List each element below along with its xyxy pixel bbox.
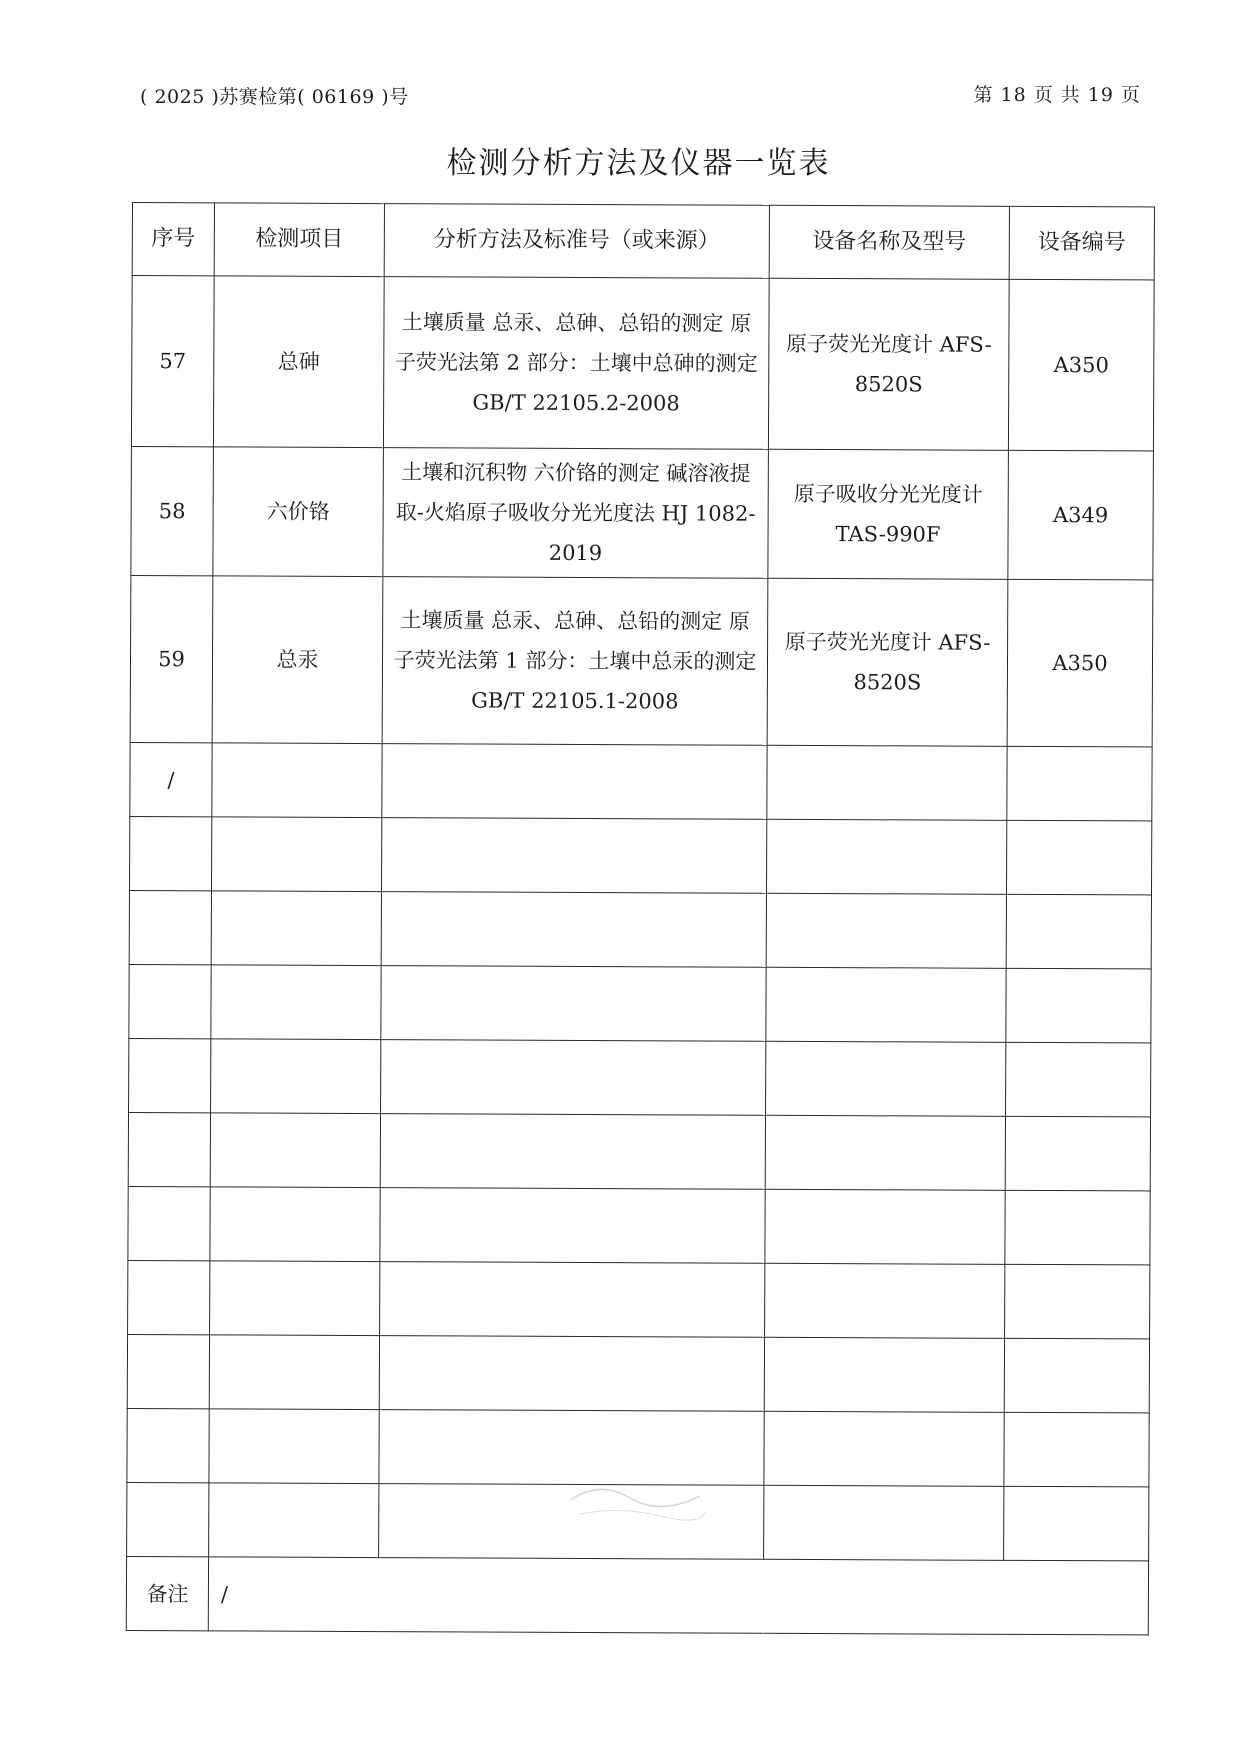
cell-equipment: 原子吸收分光光度计 TAS-990F — [768, 449, 1009, 579]
column-header-equipment: 设备名称及型号 — [769, 205, 1009, 279]
empty-row — [129, 816, 1151, 894]
cell-no: 59 — [130, 575, 213, 742]
cell-method — [382, 744, 767, 820]
empty-row — [129, 890, 1151, 968]
cell-equipment — [767, 745, 1007, 820]
table-header-row — [132, 203, 1154, 280]
table-row — [130, 575, 1153, 746]
column-header-method: 分析方法及标准号（或来源） — [384, 204, 769, 279]
cell-equipment-id: A349 — [1008, 450, 1154, 580]
faint-seal-mark — [560, 1470, 710, 1530]
note-label: 备注 — [126, 1556, 208, 1630]
page-number: 第 18 页 共 19 页 — [973, 84, 1141, 106]
empty-row — [127, 1334, 1149, 1412]
cell-no: 58 — [131, 446, 214, 575]
cell-equipment-id: A350 — [1007, 579, 1153, 747]
document-title: 检测分析方法及仪器一览表 — [446, 146, 831, 181]
cell-method: 土壤质量 总汞、总砷、总铅的测定 原子荧光法第 1 部分：土壤中总汞的测定 GB/T 22105.1-2008 — [382, 577, 768, 746]
cell-no: 57 — [131, 276, 214, 447]
table-row — [131, 446, 1154, 579]
cell-equipment: 原子荧光光度计 AFS-8520S — [767, 578, 1008, 746]
report-number: ( 2025 )苏赛检第( 06169 )号 — [140, 86, 409, 108]
note-value: / — [208, 1557, 1148, 1635]
cell-item: 总汞 — [212, 576, 383, 744]
table-row — [131, 276, 1154, 451]
cell-no: / — [130, 742, 212, 816]
methods-instruments-table — [126, 202, 1155, 1635]
methods-table-container — [126, 202, 1154, 1635]
cell-equipment-id — [1007, 746, 1152, 821]
cell-item: 总砷 — [213, 276, 384, 448]
empty-row — [128, 1186, 1150, 1264]
cell-method: 土壤和沉积物 六价铬的测定 碱溶液提取-火焰原子吸收分光光度法 HJ 1082-2019 — [383, 448, 769, 579]
empty-row — [128, 1112, 1150, 1190]
empty-row — [128, 1260, 1150, 1338]
cell-equipment: 原子荧光光度计 AFS-8520S — [768, 278, 1009, 450]
cell-item — [212, 743, 382, 818]
table-row — [130, 742, 1152, 820]
empty-row — [129, 1038, 1151, 1116]
cell-method: 土壤质量 总汞、总砷、总铅的测定 原子荧光法第 2 部分：土壤中总砷的测定 GB/T 22105.2-2008 — [383, 277, 769, 450]
cell-equipment-id: A350 — [1008, 279, 1154, 451]
cell-item: 六价铬 — [213, 447, 384, 577]
empty-row — [129, 964, 1151, 1042]
note-row — [126, 1556, 1148, 1634]
column-header-no: 序号 — [132, 203, 214, 276]
column-header-equipment-id: 设备编号 — [1009, 206, 1154, 280]
column-header-item: 检测项目 — [214, 203, 384, 277]
